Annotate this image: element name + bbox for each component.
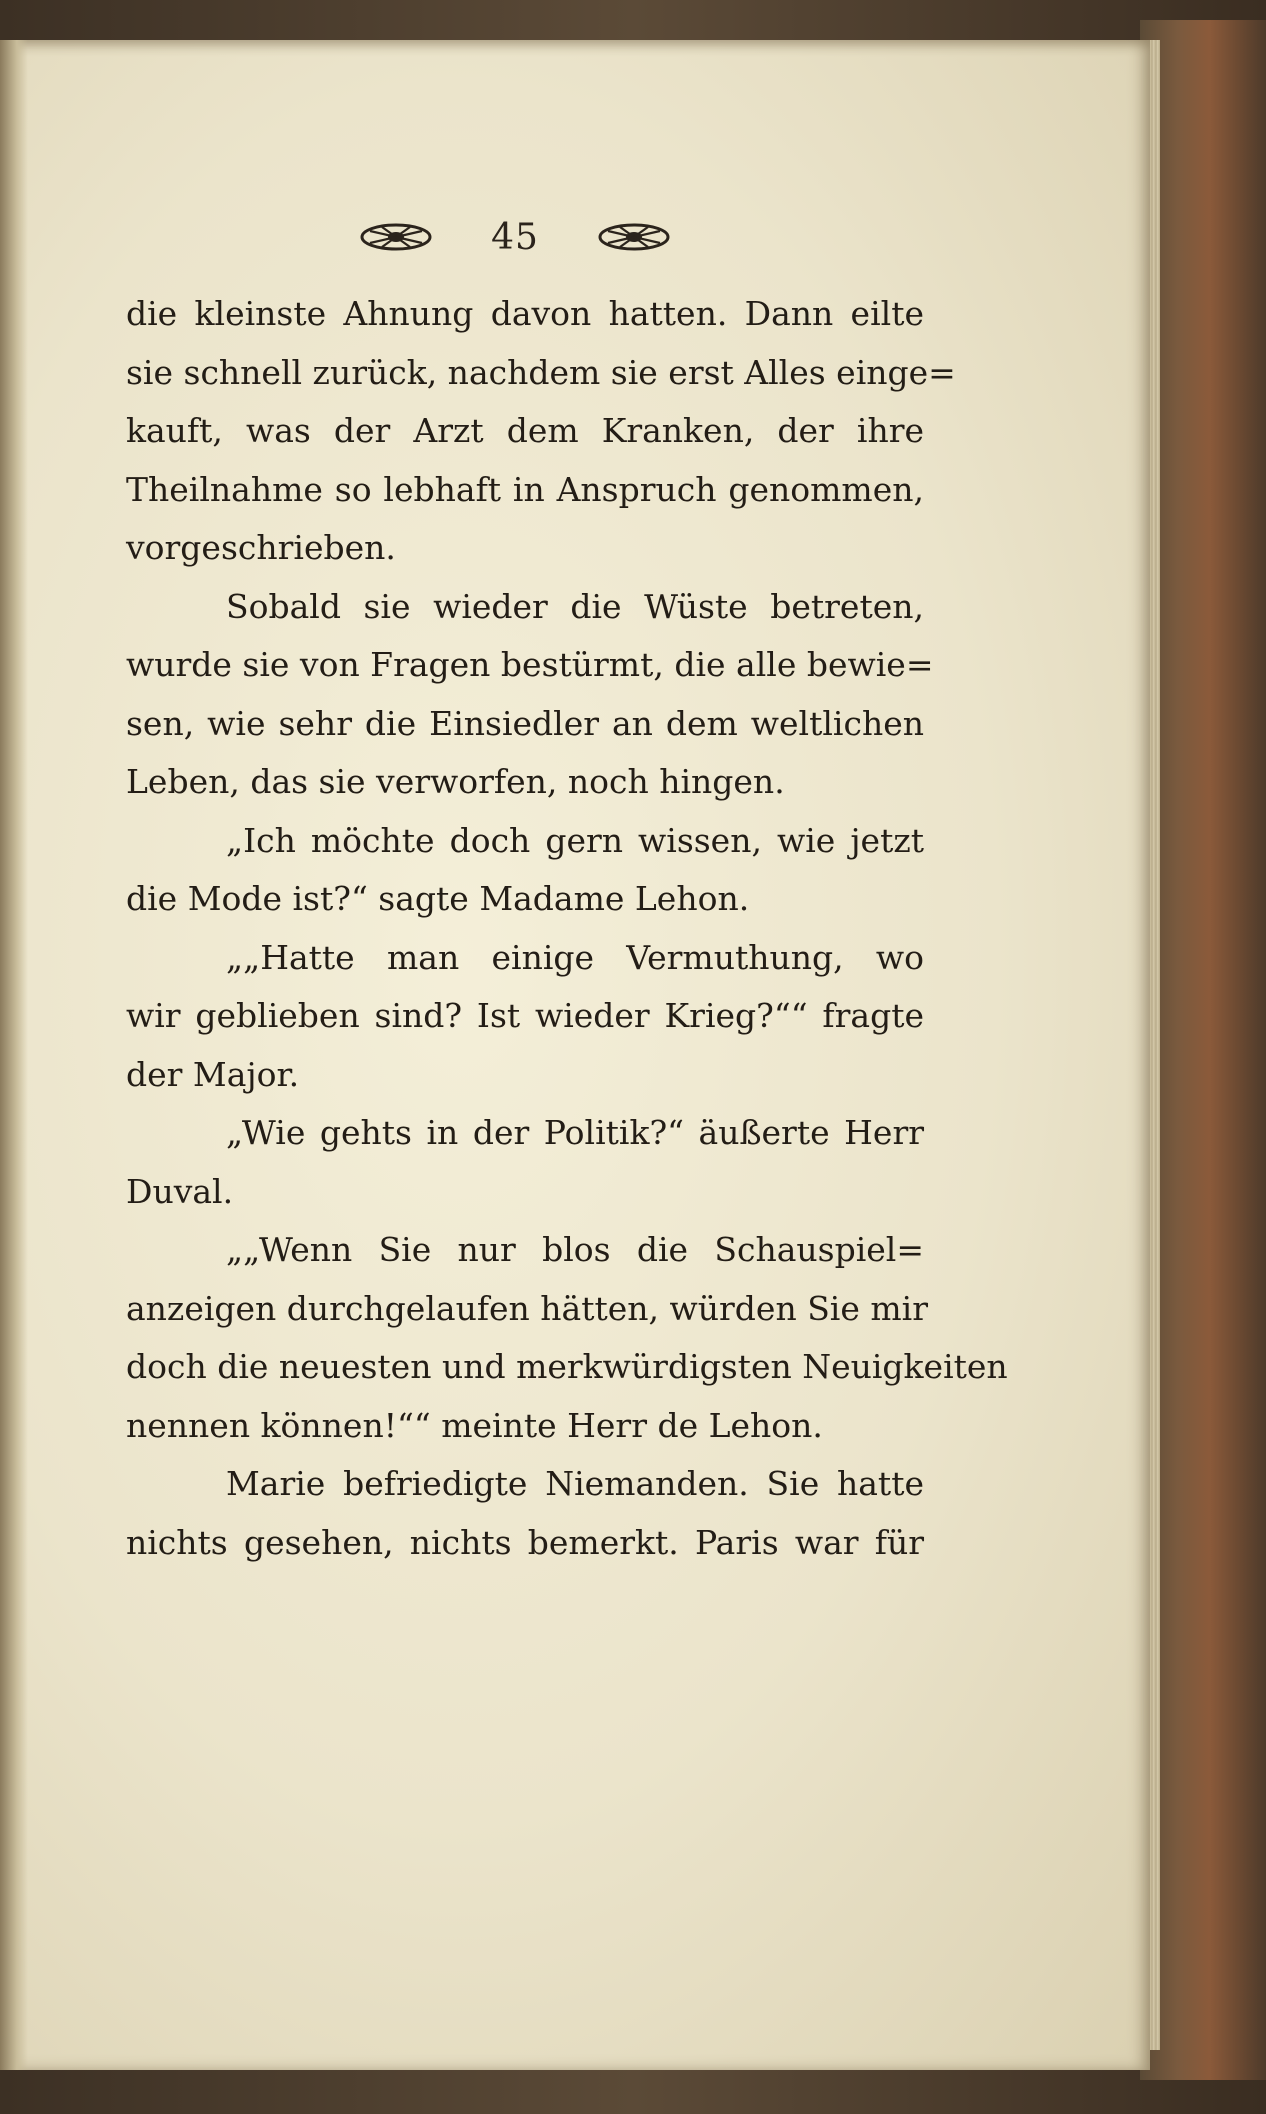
rosette-ornament-left-icon bbox=[360, 222, 432, 252]
text-line: Sobald sie wieder die Wüste betreten, bbox=[226, 586, 924, 626]
text-line: sie schnell zurück, nachdem sie erst Alles einge= bbox=[126, 352, 956, 392]
page-number: 45 bbox=[491, 216, 539, 258]
text-line: die Mode ist?“ sagte Madame Lehon. bbox=[126, 879, 750, 918]
text-line: Theilnahme so lebhaft in Anspruch genommen, bbox=[126, 469, 924, 509]
text-line: doch die neuesten und merkwürdigsten Neuigkeiten bbox=[126, 1347, 1008, 1386]
text-line: nennen können!““ meinte Herr de Lehon. bbox=[126, 1405, 823, 1445]
body-text bbox=[126, 285, 1008, 1572]
text-line: Leben, das sie verworfen, noch hingen. bbox=[126, 762, 785, 801]
text-line: vorgeschrieben. bbox=[126, 528, 396, 567]
text-line: wurde sie von Fragen bestürmt, die alle bewie= bbox=[126, 645, 934, 684]
text-line: „„Hatte man einige Vermuthung, wo bbox=[226, 937, 924, 977]
text-line: kauft, was der Arzt dem Kranken, der ihre bbox=[126, 411, 924, 450]
text-line: der Major. bbox=[126, 1054, 300, 1094]
text-line: nichts gesehen, nichts bemerkt. Paris war für bbox=[126, 1522, 924, 1562]
page-header bbox=[360, 212, 670, 262]
text-line: „„Wenn Sie nur blos die Schauspiel= bbox=[226, 1230, 924, 1269]
text-line: anzeigen durchgelaufen hätten, würden Sie mir bbox=[126, 1288, 928, 1328]
rosette-ornament-right-icon bbox=[598, 222, 670, 252]
text-line: Marie befriedigte Niemanden. Sie hatte bbox=[226, 1464, 924, 1503]
text-line: „Wie gehts in der Politik?“ äußerte Herr bbox=[226, 1113, 924, 1152]
text-line: wir geblieben sind? Ist wieder Krieg?““ fragte bbox=[126, 996, 924, 1035]
text-line: die kleinste Ahnung davon hatten. Dann eilte bbox=[126, 294, 924, 333]
text-line: „Ich möchte doch gern wissen, wie jetzt bbox=[226, 820, 924, 860]
text-line: sen, wie sehr die Einsiedler an dem weltlichen bbox=[126, 703, 924, 743]
text-line: Duval. bbox=[126, 1171, 234, 1211]
page-gutter bbox=[0, 40, 28, 2070]
